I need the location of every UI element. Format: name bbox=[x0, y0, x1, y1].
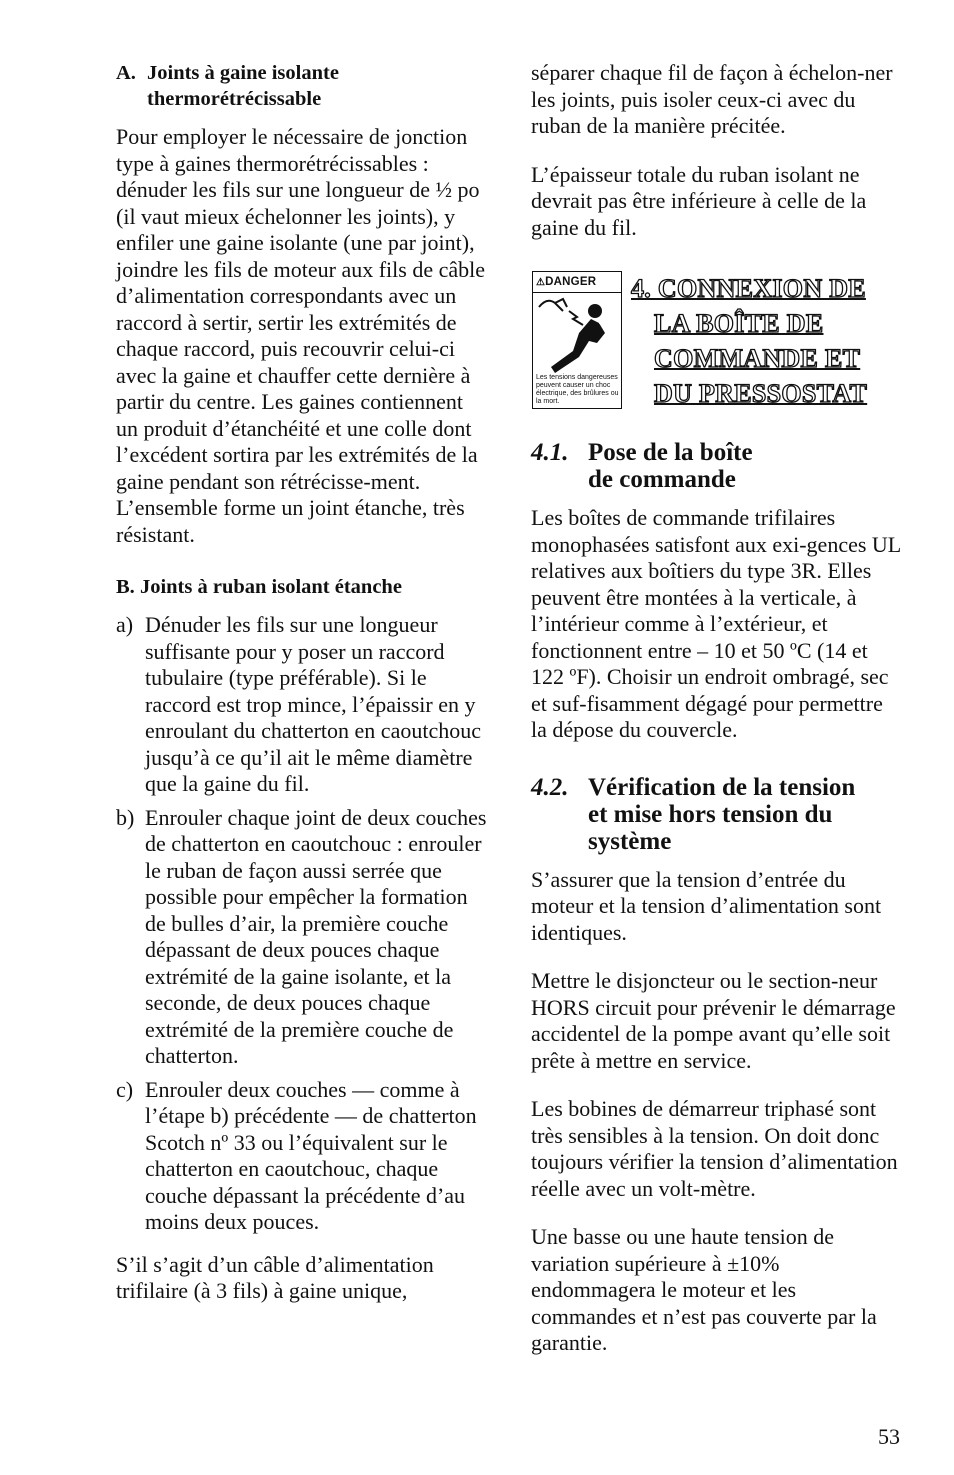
right-column bbox=[531, 60, 903, 1357]
thickness-note: L’épaisseur totale du ruban isolant ne devrait pas être inférieure à celle de la gaine du fil. bbox=[531, 161, 867, 240]
section-4-2-paragraph: Une basse ou une haute tension de variation supérieure à ±10% endommagera le moteur et les commandes et n’est pas couverte par la garantie. bbox=[531, 1224, 877, 1355]
section-b-heading: B. Joints à ruban isolant étanche bbox=[116, 576, 402, 598]
section-a-body: Pour employer le nécessaire de jonction type à gaines thermorétrécissables : dénuder les fils sur une longueur de ½ po (il vaut mieux échelonner les joints), y enfiler une gaine isolante (une par joint), joindre les fils de moteur aux fils de câble d’alimentation correspondants avec un raccord à sertir, sertir les extrémités de chaque raccord, puis recouvrir celui-ci avec la gaine et chauffer cette dernière à partir du centre. Les gaines contiennent un produit d’étanchéité et une colle dont l’excédent sortira par les extrémités de la gaine pendant son rétrécisse-ment. L’ensemble forme un joint étanche, très résistant. bbox=[116, 124, 485, 547]
page-number: 53 bbox=[878, 1424, 900, 1449]
list-item: b) Enrouler chaque joint de deux couches de chatterton en caoutchouc : enrouler le ruban de façon aussi serrée que possible pour empêcher la formation de bulles d’air, la première couche dépassant de deux pouces chaque extrémité de la gaine isolante, et la seconde, de deux pouces chaque extrémité de la première couche de chatterton. bbox=[116, 804, 487, 1068]
list-item: a) Dénuder les fils sur une longueur suffisante pour y poser un raccord tubulaire (type préférable). Si le raccord est trop mince, l’épaissir en y enroulant du chatterton en caoutchouc jusqu’à ce qu’il ait le même diamètre que la gaine du fil. bbox=[116, 612, 481, 796]
section-b-closing: S’il s’agit d’un câble d’alimentation trifilaire (à 3 fils) à gaine unique, bbox=[116, 1251, 434, 1303]
section-4-title: 4. CONNEXION DE LA BOÎTE DE COMMANDE ET DU PRESSOSTAT bbox=[631, 274, 868, 408]
section-b-steps bbox=[116, 612, 488, 1236]
section-4-2-paragraph: Mettre le disjoncteur ou le section-neur HORS circuit pour prévenir le démarrage accidentel de la pompe avant qu’elle soit prête à mettre en service. bbox=[531, 968, 896, 1073]
list-item: c) Enrouler deux couches — comme à l’étape b) précédente — de chatterton Scotch nº 33 ou l’équivalent sur le chatterton en caoutchouc, chaque couche dépassant la précédente d’au moins deux pouces. bbox=[116, 1076, 477, 1234]
section-4-2-paragraph: S’assurer que la tension d’entrée du moteur et la tension d’alimentation sont identiques. bbox=[531, 866, 882, 945]
section-4-header bbox=[531, 271, 903, 408]
continuation-paragraph: séparer chaque fil de façon à échelon-ner les joints, puis isoler ceux-ci avec du ruban de la manière précitée. bbox=[531, 60, 893, 138]
warning-triangle-icon: ⚠ bbox=[536, 277, 546, 288]
section-4-2-paragraph: Les bobines de démarreur triphasé sont très sensibles à la tension. On doit donc toujours vérifier la tension d’alimentation réelle avec un volt-mètre. bbox=[531, 1096, 898, 1201]
section-4-1-heading: 4.1. Pose de la boîte de commande bbox=[531, 439, 753, 493]
left-column bbox=[116, 60, 488, 1305]
section-4-1-body: Les boîtes de commande trifilaires monophasées satisfont aux exi-gences UL relatives aux boîtiers du type 3R. Elles peuvent être montées à la verticale, à l’intérieur comme à l’extérieur, et fonctionnent entre – 10 et 50 ºC (14 et 122 ºF). Choisir un endroit ombragé, sec et suf-fisamment dégagé pour permettre la dépose du couvercle. bbox=[531, 505, 901, 742]
electric-shock-icon bbox=[533, 293, 621, 377]
section-a-heading: A. Joints à gaine isolante thermorétrécissable bbox=[116, 62, 339, 110]
danger-label: ⚠DANGER Les tensions dangereuses peuvent causer un choc électrique, des brûlures ou la mort. bbox=[532, 271, 622, 409]
section-4-2-heading: 4.2. Vérification de la tension et mise hors tension du système bbox=[531, 773, 856, 855]
